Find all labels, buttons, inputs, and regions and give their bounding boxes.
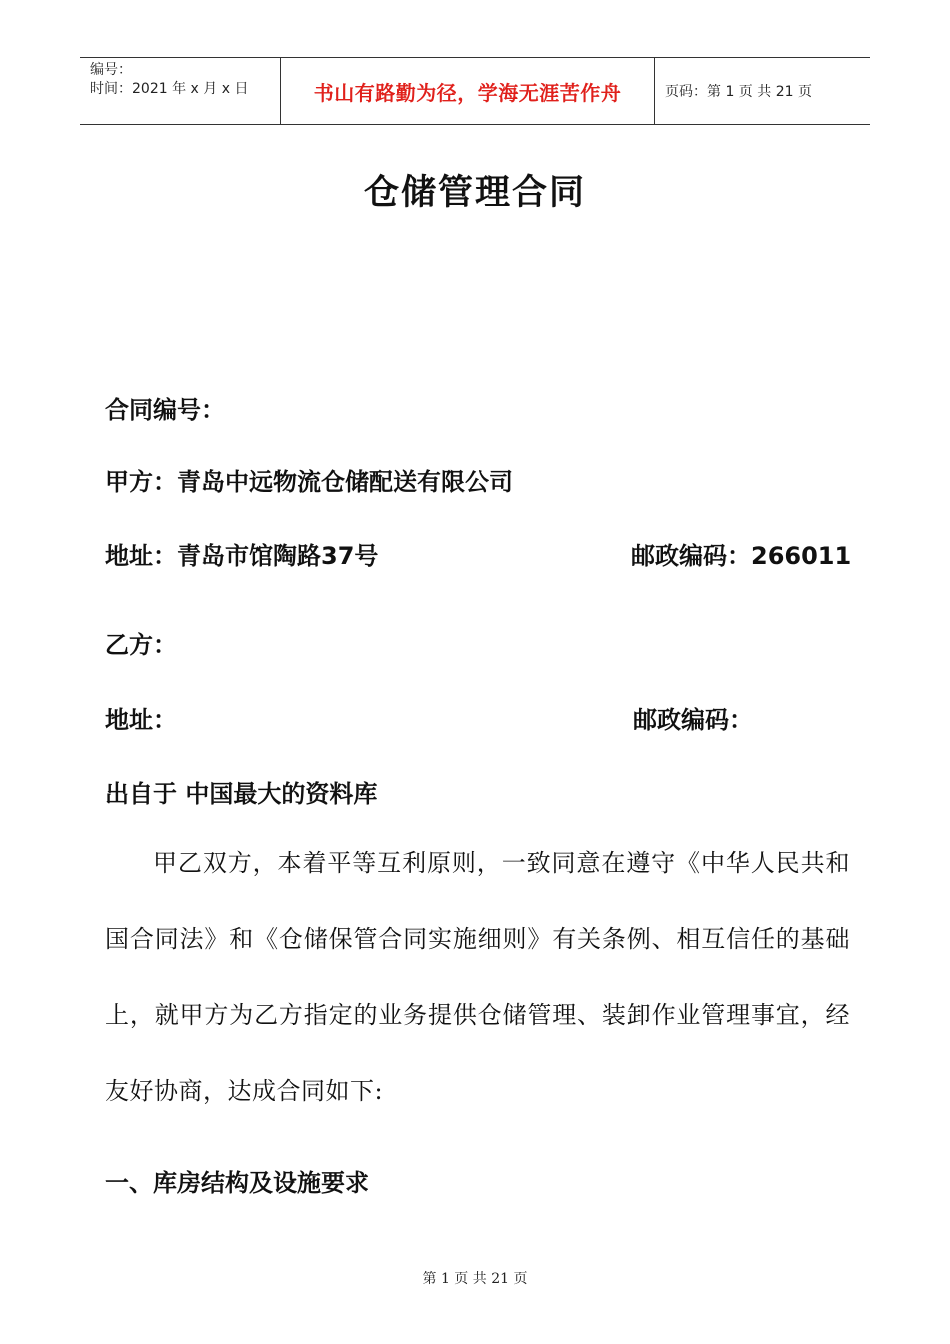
party-a-postcode: 邮政编码：266011 [631,542,852,570]
party-b-address: 地址： [105,706,177,734]
document-title: 仓储管理合同 [363,173,586,213]
intro-paragraph: 甲乙双方，本着平等互利原则，一致同意在遵守《中华人民共和国合同法》和《仓储保管合同实施细则》有关条例、相互信任的基础上，就甲方为乙方指定的业务提供仓储管理、装卸作业管理事宜，经友好协商，达成合同如下: [105,849,850,1105]
party-a-address: 地址：青岛市馆陶路37号 [105,542,379,570]
party-a-address-row [105,536,852,571]
contract-number-label: 合同编号： [105,396,225,424]
party-b-line: 乙方： [105,631,177,659]
header-meta [80,58,281,124]
page-header [80,57,870,125]
party-b-postcode: 邮政编码： [633,706,753,734]
source-line: 出自于 中国最大的资料库 [105,780,378,808]
header-motto: 书山有路勤为径，学海无涯苦作舟 [281,58,655,124]
section-heading-1: 一、库房结构及设施要求 [105,1169,369,1197]
header-time-label: 时间：2021 年 x 月 x 日 [90,81,249,97]
page-footer: 第 1 页 共 21 页 [422,1271,528,1287]
header-page-info: 页码：第 1 页 共 21 页 [665,84,812,100]
header-number-label: 编号： [90,62,132,78]
party-b-address-row [105,700,835,735]
party-a-line: 甲方：青岛中远物流仓储配送有限公司 [105,468,513,496]
